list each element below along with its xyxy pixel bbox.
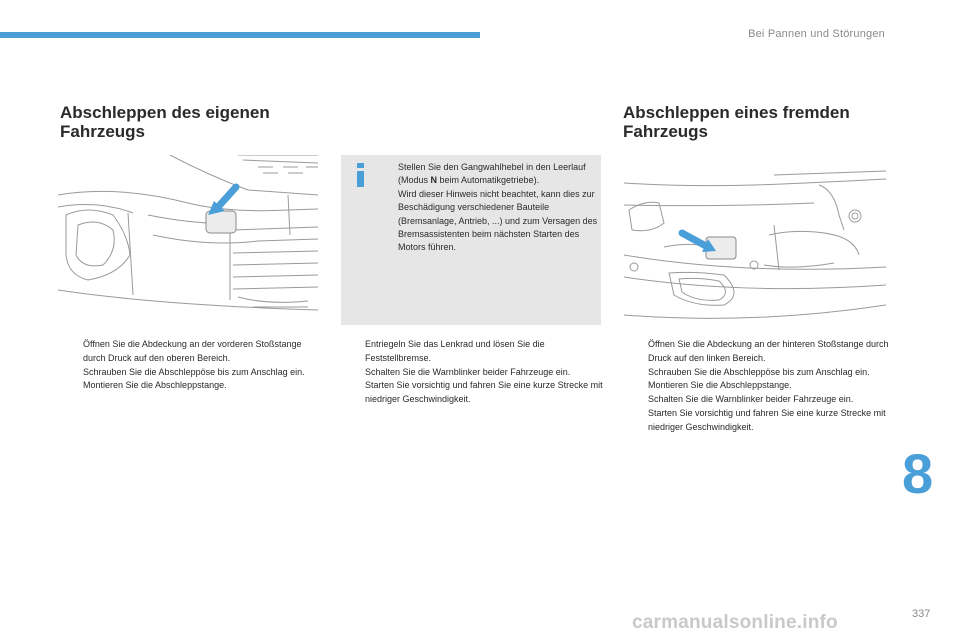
list-item: Öffnen Sie die Abdeckung an der hinteren Stoßstange durch Druck auf den linken Bereich. bbox=[648, 339, 889, 363]
list-item: Entriegeln Sie das Lenkrad und lösen Sie die Feststellbremse. bbox=[365, 339, 545, 363]
chapter-number: 8 bbox=[902, 442, 934, 505]
info-box bbox=[341, 155, 601, 325]
list-item: Öffnen Sie die Abdeckung an der vorderen Stoßstange durch Druck auf den oberen Bereich. bbox=[83, 339, 302, 363]
watermark: carmanualsonline.info bbox=[632, 612, 838, 633]
own-vehicle-steps bbox=[60, 338, 325, 393]
rear-bumper-illustration bbox=[624, 155, 886, 325]
list-item: Schalten Sie die Warnblinker beider Fahrzeuge ein. bbox=[648, 394, 854, 405]
header-accent-bar bbox=[0, 32, 480, 38]
chapter-title: Bei Pannen und Störungen bbox=[748, 28, 885, 40]
info-warning: Wird dieser Hinweis nicht beachtet, kann dies zur Beschädigung verschiedener Bauteile (Bremsanlage, Antrieb, ...) und zum Versagen des Bremsassistenten beim nächsten Starten des Motors führen. bbox=[398, 188, 598, 253]
rear-bumper-drawing bbox=[624, 155, 886, 325]
front-bumper-illustration bbox=[58, 155, 318, 325]
other-vehicle-steps bbox=[625, 338, 890, 435]
section-title-own-vehicle: Abschleppen des eigenen Fahrzeugs bbox=[60, 103, 270, 141]
common-steps bbox=[342, 338, 604, 407]
reflector-icon bbox=[849, 210, 861, 222]
list-item: Schalten Sie die Warnblinker beider Fahrzeuge ein. bbox=[365, 366, 571, 377]
list-item: Montieren Sie die Abschleppstange. bbox=[648, 380, 792, 391]
section-title-other-vehicle: Abschleppen eines fremden Fahrzeugs bbox=[623, 103, 850, 141]
info-icon bbox=[353, 163, 369, 185]
page-number: 337 bbox=[912, 608, 931, 620]
list-item: Starten Sie vorsichtig und fahren Sie eine kurze Strecke mit niedriger Geschwindigkeit. bbox=[365, 380, 603, 405]
list-item: Schrauben Sie die Abschleppöse bis zum Anschlag ein. bbox=[648, 366, 870, 377]
list-item: Montieren Sie die Abschleppstange. bbox=[83, 380, 227, 391]
front-bumper-drawing bbox=[58, 155, 318, 325]
list-item: Starten Sie vorsichtig und fahren Sie eine kurze Strecke mit niedriger Geschwindigkeit. bbox=[648, 407, 886, 432]
list-item: Schrauben Sie die Abschleppöse bis zum Anschlag ein. bbox=[83, 366, 305, 377]
info-text: Stellen Sie den Gangwahlhebel in den Leerlauf (Modus N beim Automatikgetriebe). Wird dieser Hinweis nicht beachtet, kann dies zur Beschädigung verschiedener Bauteile (Bremsanlage, Antrieb, ...) und zum Versagen des Bremsassistenten beim nächsten Starten des Motors führen. bbox=[398, 161, 598, 255]
